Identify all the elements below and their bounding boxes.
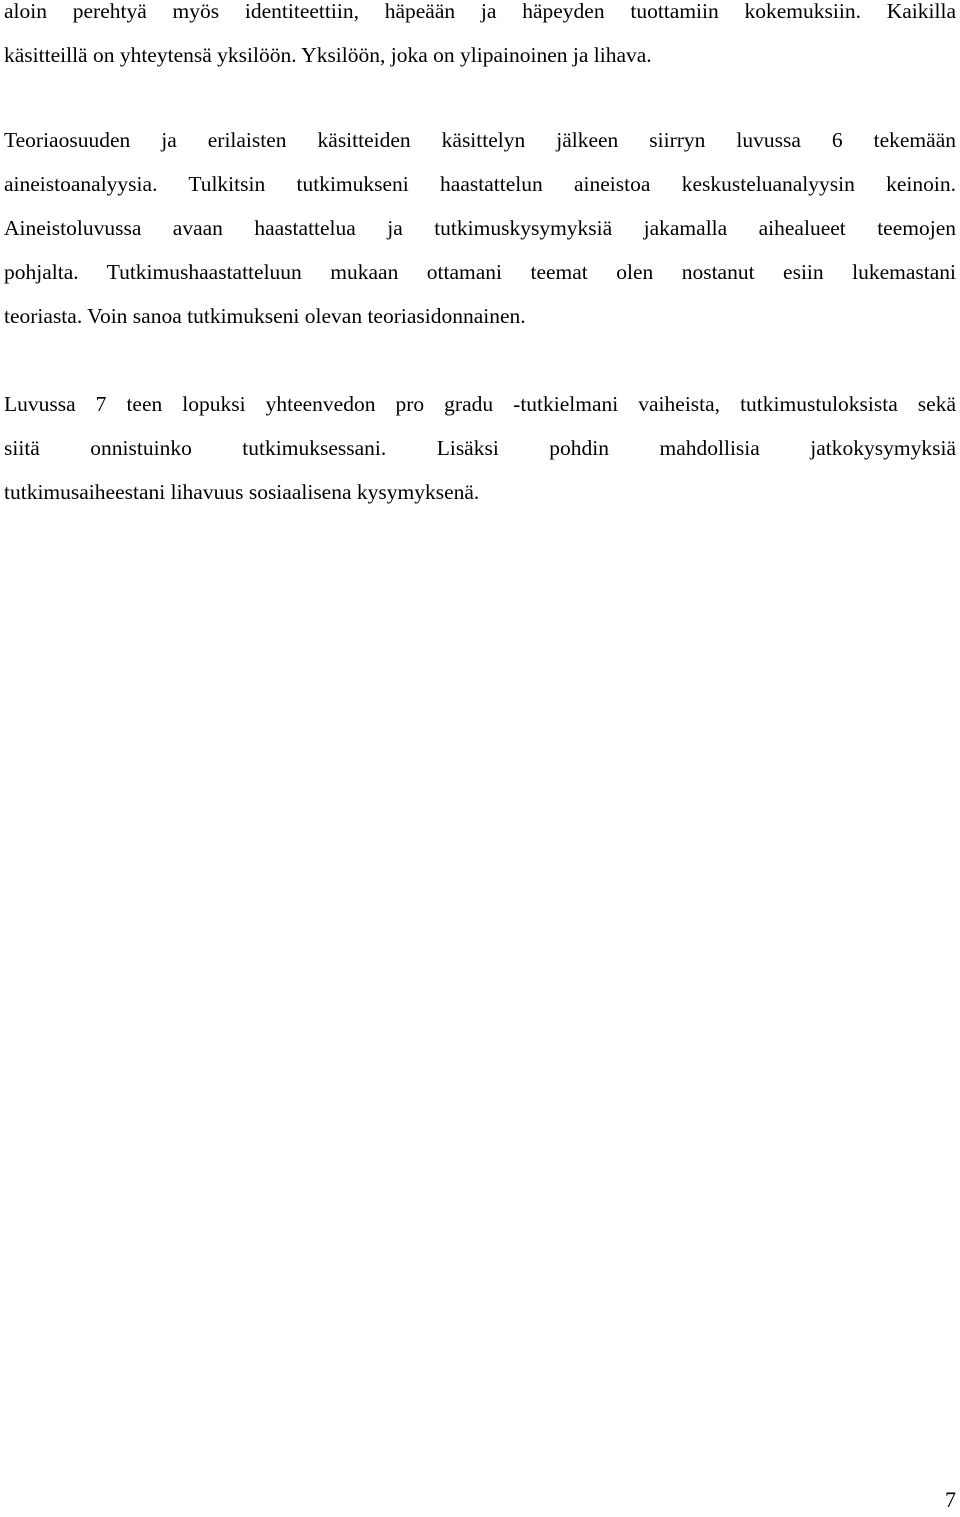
text-line: pohjalta. Tutkimushaastatteluun mukaan ottamani teemat olen nostanut esiin lukemastani [4, 260, 956, 284]
text-line: Teoriaosuuden ja erilaisten käsitteiden käsittelyn jälkeen siirryn luvussa 6 tekemään [4, 128, 956, 152]
paragraph-identity-and-shame [4, 0, 956, 77]
text-line: aloin perehtyä myös identiteettiin, häpeään ja häpeyden tuottamiin kokemuksiin. Kaikilla [4, 0, 956, 23]
paragraph-conclusion-chapter [4, 382, 956, 514]
page-number: 7 [945, 1487, 956, 1512]
text-line: siitä onnistuinko tutkimuksessani. Lisäksi pohdin mahdollisia jatkokysymyksiä [4, 436, 956, 460]
text-line: käsitteillä on yhteytensä yksilöön. Yksilöön, joka on ylipainoinen ja lihava. [4, 43, 652, 67]
text-line: tutkimusaiheestani lihavuus sosiaalisena kysymyksenä. [4, 480, 480, 504]
text-line: teoriasta. Voin sanoa tutkimukseni olevan teoriasidonnainen. [4, 304, 526, 328]
text-line: Aineistoluvussa avaan haastattelua ja tutkimuskysymyksiä jakamalla aihealueet teemojen [4, 216, 956, 240]
text-line: aineistoanalyysia. Tulkitsin tutkimukseni haastattelun aineistoa keskusteluanalyysin keinoin. [4, 172, 956, 196]
text-line: Luvussa 7 teen lopuksi yhteenvedon pro gradu -tutkielmani vaiheista, tutkimustuloksista sekä [4, 392, 956, 416]
paragraph-analysis-chapter [4, 118, 956, 338]
